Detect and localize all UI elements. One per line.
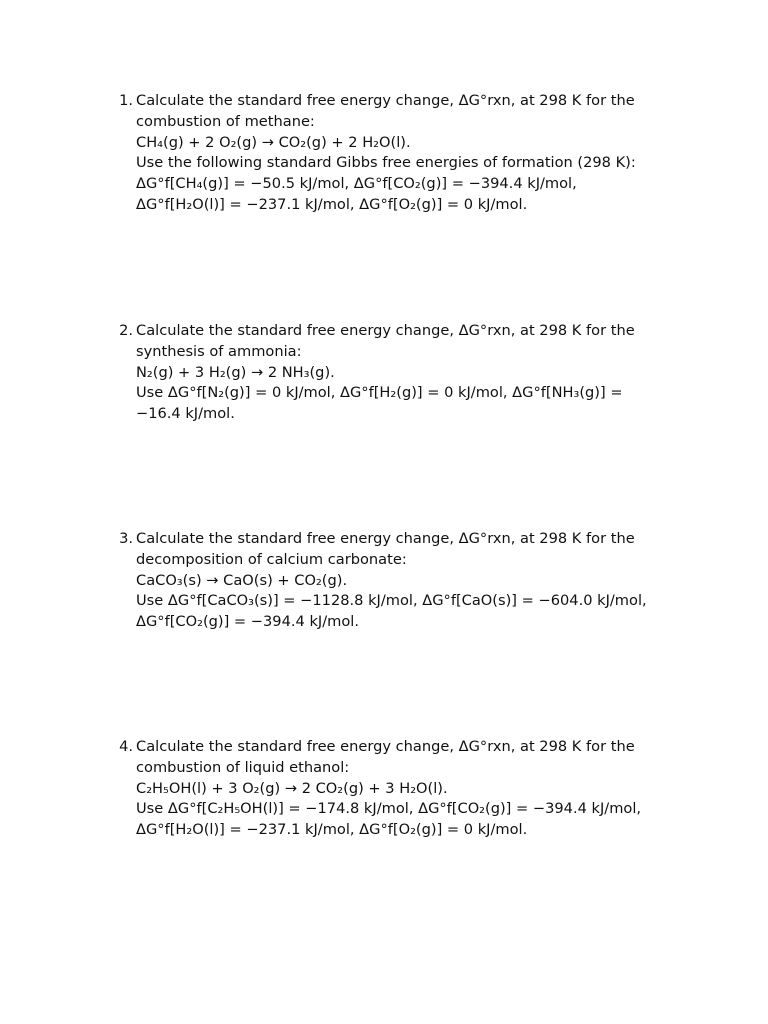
problem-line: Calculate the standard free energy change, ΔG°rxn, at 298 K for the <box>136 738 635 755</box>
reaction-equation: CH₄(g) + 2 O₂(g) → CO₂(g) + 2 H₂O(l). <box>136 133 411 151</box>
formation-energies: ΔG°f[H₂O(l)] = −237.1 kJ/mol, ΔG°f[O₂(g)] = 0 kJ/mol. <box>136 195 528 213</box>
problem-line: Calculate the standard free energy change, ΔG°rxn, at 298 K for the <box>136 530 635 547</box>
formation-energies: ΔG°f[H₂O(l)] = −237.1 kJ/mol, ΔG°f[O₂(g)] = 0 kJ/mol. <box>136 821 528 839</box>
problem-line: combustion of methane: <box>136 112 315 130</box>
problem-line: Use the following standard Gibbs free energies of formation (298 K): <box>136 154 636 172</box>
problem-line: decomposition of calcium carbonate: <box>136 550 407 568</box>
formation-energies: Use ΔG°f[C₂H₅OH(l)] = −174.8 kJ/mol, ΔG°f[CO₂(g)] = −394.4 kJ/mol, <box>136 800 642 818</box>
problem-number: 2. <box>119 322 133 339</box>
formation-energies: Use ΔG°f[CaCO₃(s)] = −1128.8 kJ/mol, ΔG°f[CaO(s)] = −604.0 kJ/mol, <box>136 592 647 610</box>
problem-line: Calculate the standard free energy change, ΔG°rxn, at 298 K for the <box>136 322 635 339</box>
problem-text <box>136 321 689 425</box>
formation-energies: Use ΔG°f[N₂(g)] = 0 kJ/mol, ΔG°f[H₂(g)] = 0 kJ/mol, ΔG°f[NH₃(g)] = <box>136 384 623 402</box>
problem-text <box>136 737 689 841</box>
problem-line: Calculate the standard free energy change, ΔG°rxn, at 298 K for the <box>136 92 635 109</box>
formation-energies: −16.4 kJ/mol. <box>136 405 235 423</box>
problem-line: synthesis of ammonia: <box>136 342 302 360</box>
reaction-equation: CaCO₃(s) → CaO(s) + CO₂(g). <box>136 571 348 589</box>
problem-number: 4. <box>119 738 133 755</box>
problem-number: 1. <box>119 92 133 109</box>
formation-energies: ΔG°f[CH₄(g)] = −50.5 kJ/mol, ΔG°f[CO₂(g)] = −394.4 kJ/mol, <box>136 175 577 193</box>
formation-energies: ΔG°f[CO₂(g)] = −394.4 kJ/mol. <box>136 613 359 631</box>
problem-line: combustion of liquid ethanol: <box>136 758 350 776</box>
problem-text <box>136 529 689 633</box>
reaction-equation: N₂(g) + 3 H₂(g) → 2 NH₃(g). <box>136 363 335 381</box>
problem-number: 3. <box>119 530 133 547</box>
reaction-equation: C₂H₅OH(l) + 3 O₂(g) → 2 CO₂(g) + 3 H₂O(l). <box>136 779 448 797</box>
problem-text <box>136 91 689 216</box>
